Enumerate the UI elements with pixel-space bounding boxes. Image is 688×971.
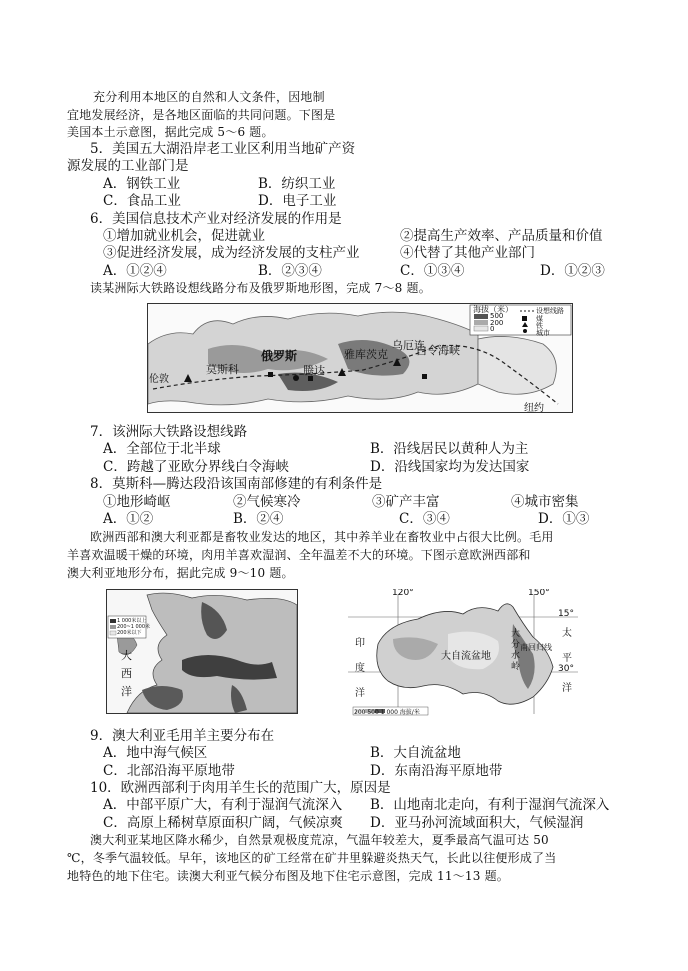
label-yin: 印 [355,638,365,649]
q7-option-b[interactable]: B．沿线居民以黄种人为主 [370,441,529,457]
label-bering: 白令海峡 [416,344,460,357]
legend-route: 设想线路 [536,307,564,315]
australia-map [348,589,578,719]
q8-option-c[interactable]: C．③④ [399,511,450,527]
q5-option-d[interactable]: D．电子工业 [258,193,337,209]
legend-title: 海拔（米） [473,305,513,314]
q9-option-c[interactable]: C．北部沿海平原地带 [103,763,235,779]
label-yang-pacific: 洋 [562,683,572,694]
q6-stem: 6．美国信息技术产业对经济发展的作用是 [90,211,342,227]
q6-option-c[interactable]: C．①③④ [400,263,465,279]
label-lon-150: 150° [528,589,550,598]
label-xi: 西 [121,667,132,680]
intro-line-2: 宜地发展经济，是各地区面临的共同问题。下图是 [67,108,336,122]
legend-iron: 铁 [536,322,543,330]
q7-option-d[interactable]: D．沿线国家均为发达国家 [370,459,530,475]
label-yakutsk: 雅库茨克 [344,348,388,361]
q10-option-b[interactable]: B．山地南北走向，有利于湿润气流深入 [370,797,610,813]
australia-scale: 200 500 1 000 海拔/米 [354,709,420,716]
label-tenda: 腾达 [303,364,325,377]
label-lon-120: 120° [392,589,414,598]
legend-city: 城市 [536,329,550,337]
label-moscow: 莫斯科 [206,363,239,376]
q6-statement-3: ③促进经济发展，成为经济发展的支柱产业 [103,245,360,261]
q5-option-a[interactable]: A．钢铁工业 [103,176,181,192]
q5-option-c[interactable]: C．食品工业 [103,193,181,209]
intro-11-13-line-3: 地特色的地下住宅。读澳大利亚气候分布图及地下住宅示意图，完成 11～13 题。 [67,869,509,883]
q10-stem: 10．欧洲西部利于肉用羊生长的范围广大，原因是 [90,780,391,796]
intro-line-3: 美国本土示意图，据此完成 5～6 题。 [67,125,274,139]
q6-option-d[interactable]: D．①②③ [540,263,605,279]
intro-9-10-line-2: 羊喜欢温暖干燥的环境，肉用羊喜欢湿润、全年温差不大的环境。下图示意欧洲西部和 [67,548,531,562]
q8-option-d[interactable]: D．①③ [538,511,590,527]
q9-stem: 9．澳大利亚毛用羊主要分布在 [90,728,275,744]
intro-line-1: 充分利用本地区的自然和人文条件，因地制 [93,90,325,104]
europe-legend-2: 200~1 000米 [117,624,151,630]
label-yang: 洋 [121,685,132,698]
q10-option-d[interactable]: D．亚马孙河流域面积大，气候湿润 [370,815,584,831]
intro-9-10-line-3: 澳大利亚地形分布，据此完成 9～10 题。 [67,566,294,580]
label-tai: 太 [562,628,572,639]
q6-statement-1: ①增加就业机会，促进就业 [103,228,265,244]
q7-option-c[interactable]: C．跨越了亚欧分界线白令海峡 [103,459,289,475]
q6-statement-2: ②提高生产效率、产品质量和价值 [400,228,603,244]
western-europe-map [106,589,298,714]
legend-0: 0 [490,325,495,333]
q8-option-b[interactable]: B．②④ [233,511,284,527]
europe-legend-3: 200米以下 [117,630,142,636]
q8-statement-3: ③矿产丰富 [372,494,440,510]
q6-option-a[interactable]: A．①②④ [103,263,167,279]
label-russia: 俄罗斯 [261,349,298,363]
legend-500: 500 [490,312,504,320]
q9-option-d[interactable]: D．东南沿海平原地带 [370,763,503,779]
q8-statement-1: ①地形崎岖 [103,494,171,510]
label-great-dividing-range: 大分水岭 [511,629,521,672]
q5-stem-1: 5．美国五大湖沿岸老工业区利用当地矿产资 [90,141,356,157]
intro-9-10-line-1: 欧洲西部和澳大利亚都是畜牧业发达的地区，其中养羊业在畜牧业中占很大比例。毛用 [90,530,554,544]
label-du: 度 [355,663,365,674]
q10-option-c[interactable]: C．高原上稀树草原面积广阔，气候凉爽 [103,815,343,831]
q9-option-a[interactable]: A．地中海气候区 [103,745,208,761]
label-london: 伦敦 [149,374,169,385]
label-urengoy: 乌厄连 [392,339,425,352]
q7-stem: 7．该洲际大铁路设想线路 [90,424,248,440]
q8-stem: 8．莫斯科—腾达段沿该国南部修建的有利条件是 [90,476,383,492]
intro-11-13-line-2: ℃，冬季气温较低。早年，该地区的矿工经常在矿井里躲避炎热天气，长此以往便形成了当 [67,851,557,865]
label-lat-15: 15° [558,609,574,619]
q5-option-b[interactable]: B．纺织工业 [258,176,336,192]
q8-option-a[interactable]: A．①② [103,511,154,527]
q8-statement-4: ④城市密集 [511,494,579,510]
label-ping: 平 [562,653,572,664]
europe-terrain-graphic [107,590,297,713]
russia-railway-map [147,303,573,413]
label-yang-indian: 洋 [355,688,365,699]
intro-11-13-line-1: 澳大利亚某地区降水稀少，自然景观极度荒凉，气温年较差大，夏季最高气温可达 50 [90,833,549,847]
q10-option-a[interactable]: A．中部平原广大，有利于湿润气流深入 [103,797,343,813]
intro-7-8: 读某洲际大铁路设想线路分布及俄罗斯地形图，完成 7～8 题。 [90,281,431,295]
label-da: 大 [121,649,132,662]
label-great-artesian-basin: 大自流盆地 [441,651,491,662]
q5-stem-2: 源发展的工业部门是 [67,158,189,174]
legend-coal: 煤 [536,315,543,323]
legend-200: 200 [490,319,504,327]
q6-statement-4: ④代替了其他产业部门 [400,245,535,261]
q8-statement-2: ②气候寒冷 [233,494,301,510]
q7-option-a[interactable]: A．全部位于北半球 [103,441,221,457]
q9-option-b[interactable]: B．大自流盆地 [370,745,461,761]
label-lat-30: 30° [558,664,574,674]
label-tropic: 南回归线 [520,643,552,652]
q6-option-b[interactable]: B．②③④ [258,263,322,279]
europe-legend-1: 1 000米以上 [117,618,147,624]
label-newyork: 纽约 [524,403,544,413]
